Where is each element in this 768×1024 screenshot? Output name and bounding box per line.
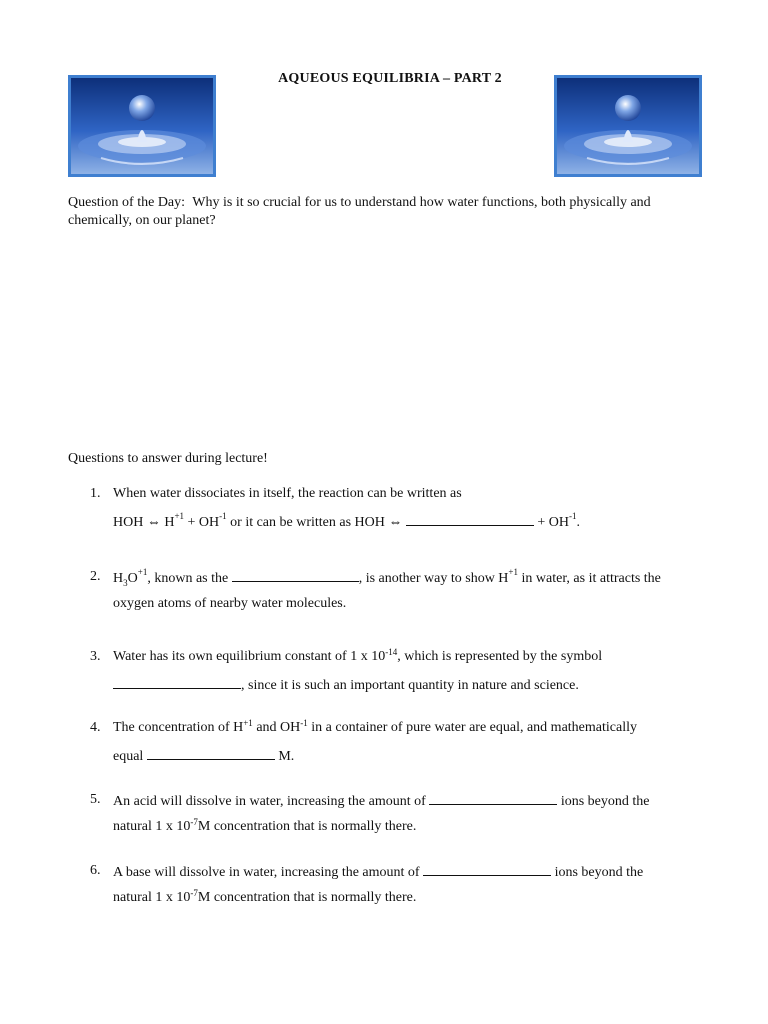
text-part: natural 1 x 10 [113,890,191,905]
text-part: M concentration that is normally there. [197,819,417,834]
lecture-questions-heading: Questions to answer during lecture! [68,451,268,466]
qotd-text: Why is it so crucial for us to understand how water functions, both physically and chemically, on our planet? [68,195,651,228]
eq-part: or it can be written as HOH ⇔ [226,515,406,530]
qotd-label: Question of the Day: [68,195,186,210]
question-text [113,792,649,810]
question-text [113,720,637,736]
text-part: natural 1 x 10 [113,819,191,834]
text-part: in a container of pure water are equal, and mathematically [307,720,637,735]
question-text [113,649,602,665]
text-part: , is another way to show H [358,571,509,586]
question-number: 2. [90,569,101,584]
text-superscript: -7 [190,817,198,827]
text-part: Water has its own equilibrium constant of 1 x 10 [113,649,386,664]
question-of-the-day [68,194,708,230]
text-part: M. [274,749,295,764]
answer-blank[interactable] [113,676,241,689]
question-number: 3. [90,649,101,664]
question-text-line2 [113,819,416,835]
eq-part: + OH [533,515,570,530]
text-part: , which is represented by the symbol [397,649,603,664]
question-number: 6. [90,863,101,878]
text-superscript: +1 [243,718,253,728]
text-superscript: +1 [508,567,518,577]
question-text-line2: oxygen atoms of nearby water molecules. [113,596,347,611]
text-part: A base will dissolve in water, increasing the amount of [113,865,424,880]
question-text [113,863,643,881]
question-text-line2 [113,676,579,694]
eq-part: HOH ⇔ H [113,515,175,530]
eq-superscript: -1 [219,511,227,521]
question-text-line2 [113,890,416,906]
question-number: 5. [90,792,101,807]
eq-superscript: +1 [174,511,185,521]
question-equation [113,513,580,531]
answer-blank[interactable] [147,747,275,760]
question-text-line1: When water dissociates in itself, the reaction can be written as [113,486,462,501]
question-number: 4. [90,720,101,735]
question-text [113,569,661,588]
question-number: 1. [90,486,101,501]
text-part: , since it is such an important quantity in nature and science. [241,678,579,693]
text-part: ions beyond the [551,865,644,880]
water-droplet-image-right [554,75,702,177]
text-subscript: 3 [123,577,128,588]
water-droplet-icon [71,78,213,174]
text-part: M concentration that is normally there. [197,890,417,905]
text-part: H [113,571,124,586]
text-superscript: +1 [137,567,148,577]
page-title: AQUEOUS EQUILIBRIA – PART 2 [278,71,502,86]
text-part: The concentration of H [113,720,244,735]
answer-blank[interactable] [232,569,359,582]
water-droplet-icon [557,78,699,174]
water-droplet-image-left [68,75,216,177]
eq-part: . [576,515,581,530]
text-part: O [127,571,138,586]
answer-blank[interactable] [423,863,551,876]
text-superscript: -1 [300,718,308,728]
text-part: An acid will dissolve in water, increasing the amount of [113,794,430,809]
eq-superscript: -1 [569,511,577,521]
text-part: ions beyond the [557,794,650,809]
eq-part: + OH [184,515,220,530]
answer-blank[interactable] [429,792,557,805]
text-part: in water, as it attracts the [518,571,661,586]
text-part: and OH [252,720,301,735]
answer-blank[interactable] [406,513,534,526]
question-text [113,486,462,502]
text-superscript: -7 [190,888,198,898]
text-part: , known as the [147,571,232,586]
text-part: equal [113,749,147,764]
question-text-line2 [113,747,294,765]
text-superscript: -14 [385,647,398,657]
